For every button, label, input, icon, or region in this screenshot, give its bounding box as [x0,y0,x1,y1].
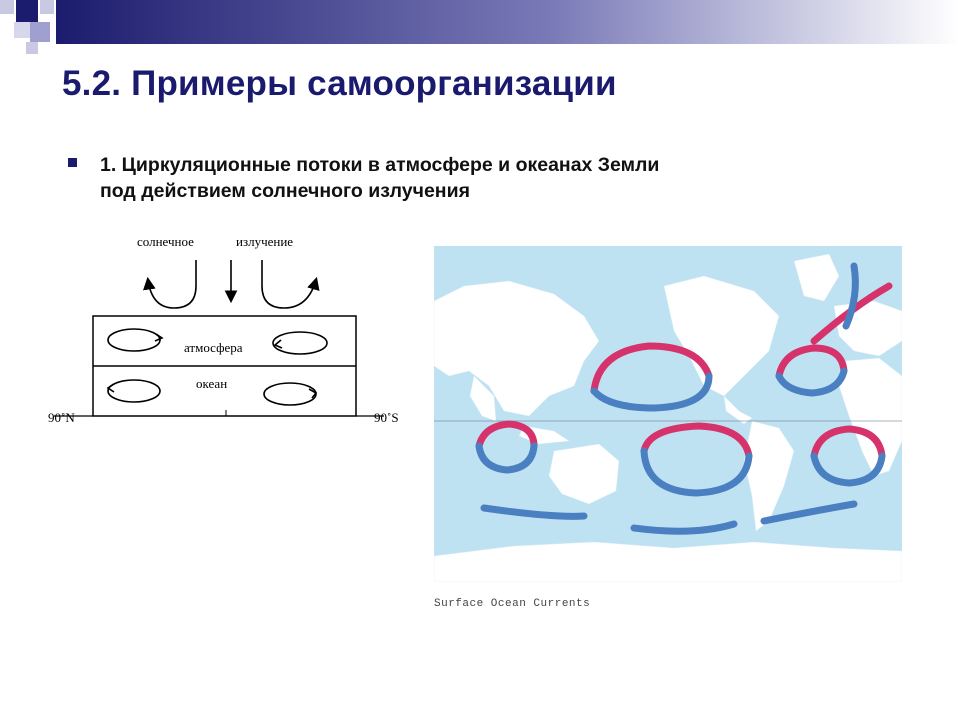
ocean-loop-left [108,380,160,402]
label-atmosphere: атмосфера [184,340,243,355]
atmosphere-loop-right [273,332,327,354]
label-sun-right: излучение [236,234,294,249]
bullet-line-2: под действием солнечного излучения [100,180,470,202]
atmosphere-loop-left [108,329,160,351]
bullet-line-1: 1. Циркуляционные потоки в атмосфере и океанах Земли [100,154,660,176]
radiation-arrow-right [262,260,316,308]
circulation-diagram [44,228,424,438]
label-ocean: океан [196,376,228,391]
slide-title: 5.2. Примеры самоорганизации [62,64,617,103]
label-south: 90˚S [374,410,399,425]
label-north: 90˚N [48,410,75,425]
ocean-currents-map [434,246,902,582]
bullet-square-icon [68,158,77,167]
label-sun-left: солнечное [137,234,194,249]
bullet-item [100,152,659,204]
radiation-arrow-left [148,260,196,308]
map-caption: Surface Ocean Currents [434,598,591,610]
ocean-loop-right [264,383,316,405]
top-decor-bar [0,0,960,56]
